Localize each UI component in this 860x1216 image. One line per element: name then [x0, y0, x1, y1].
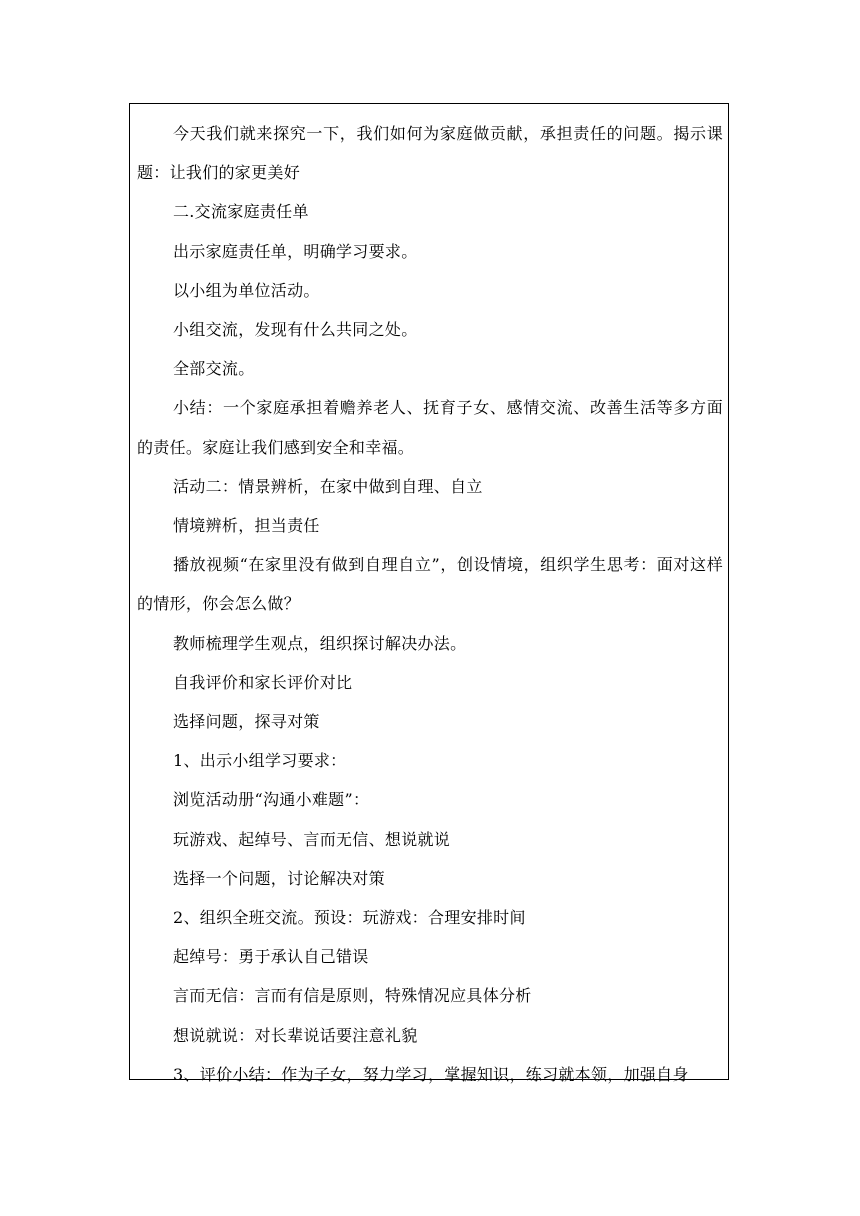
paragraph-summary: 小结：一个家庭承担着赡养老人、抚育子女、感情交流、改善生活等多方面的责任。家庭让我们感到安全和幸福。	[137, 398, 723, 457]
paragraph: 全部交流。	[173, 359, 255, 379]
list-item-3: 3、评价小结：作为子女，努力学习，掌握知识，练习就本领，加强自身	[173, 1064, 689, 1084]
paragraph: 选择一个问题，讨论解决对策	[173, 868, 385, 888]
paragraph-video: 播放视频“在家里没有做到自理自立”，创设情境，组织学生思考：面对这样的情形，你会怎么做？	[137, 555, 723, 614]
section-heading-family-duty: 二.交流家庭责任单	[173, 202, 309, 222]
paragraph: 玩游戏、起绰号、言而无信、想说就说	[173, 829, 451, 849]
list-item-2: 2、组织全班交流。预设：玩游戏：合理安排时间	[173, 908, 526, 928]
paragraph: 言而无信：言而有信是原则，特殊情况应具体分析	[173, 986, 532, 1006]
list-item-1: 1、出示小组学习要求：	[173, 751, 347, 771]
paragraph-intro: 今天我们就来探究一下，我们如何为家庭做贡献，承担责任的问题。揭示课题：让我们的家更美好	[137, 124, 723, 183]
paragraph: 想说就说：对长辈说话要注意礼貌	[173, 1025, 418, 1045]
paragraph: 出示家庭责任单，明确学习要求。	[173, 241, 418, 261]
paragraph: 浏览活动册“沟通小难题”：	[173, 790, 370, 810]
activity-two-heading: 活动二：情景辨析，在家中做到自理、自立	[173, 476, 483, 496]
paragraph: 小组交流，发现有什么共同之处。	[173, 320, 418, 340]
paragraph: 情境辨析，担当责任	[173, 516, 320, 536]
paragraph: 教师梳理学生观点，组织探讨解决办法。	[173, 633, 467, 653]
paragraph: 以小组为单位活动。	[173, 280, 320, 300]
paragraph: 起绰号：勇于承认自己错误	[173, 947, 369, 967]
lesson-plan-text	[137, 114, 723, 1094]
paragraph: 选择问题，探寻对策	[173, 712, 320, 732]
paragraph: 自我评价和家长评价对比	[173, 672, 353, 692]
